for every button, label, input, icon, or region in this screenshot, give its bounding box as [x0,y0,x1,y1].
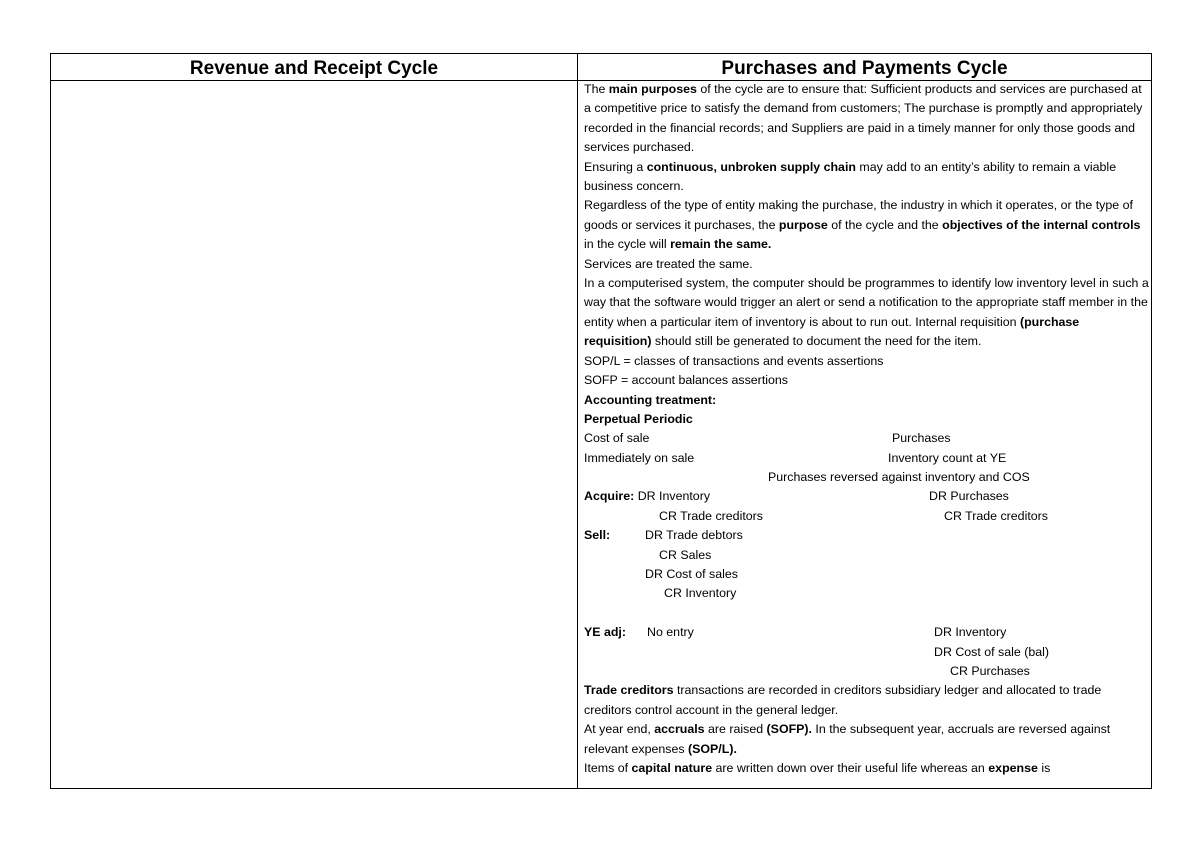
timing-perpetual: Immediately on sale [584,450,695,465]
computerised-paragraph: In a computerised system, the computer should be programmes to identify low inventory level in such a way that the software would trigger an alert or send a notification to the appropriate staff member in the entity when a particular item of inventory is about to run out. Internal requisition (purchase requisition) should still be generated to document the need for the item. [584,276,1149,349]
cycles-table [50,53,1152,789]
services-paragraph: Services are treated the same. [584,256,753,271]
purchases-cycle-header: Purchases and Payments Cycle [721,58,1008,79]
sell-cr-inventory: CR Inventory [664,586,737,601]
sell-dr-debtors: DR Trade debtors [645,528,743,543]
ye-perpetual: No entry [647,625,694,640]
sell-credit-row [584,546,1150,565]
sofp-line: SOFP = account balances assertions [584,373,788,388]
accounting-treatment-heading: Accounting treatment: [584,392,717,407]
ye-adj-label: YE adj: [584,625,626,640]
acquire-periodic-dr: DR Purchases [929,489,1009,504]
sell-row [584,526,1150,545]
purchases-cycle-cell [584,80,1150,788]
acquire-credit-row [584,507,1150,526]
treatment-columns-heading [584,410,1150,429]
reversal-row [584,468,1150,487]
acquire-entry: Acquire: DR Inventory [584,489,711,504]
reversal-text: Purchases reversed against inventory and COS [768,470,1030,485]
cost-periodic: Purchases [892,431,951,446]
ye-purchases-row [584,662,1150,681]
ye-cr-purchases: CR Purchases [950,663,1030,678]
sell-inventory-row [584,584,1150,603]
ye-dr-inventory: DR Inventory [934,625,1007,640]
sopl-line: SOP/L = classes of transactions and events assertions [584,353,884,368]
sell-cos-row [584,565,1150,584]
acquire-perpetual-cr: CR Trade creditors [659,508,763,523]
revenue-cycle-header: Revenue and Receipt Cycle [189,58,439,79]
supply-chain-paragraph: Ensuring a continuous, unbroken supply chain may add to an entity’s ability to remain a viable business concern. [584,159,1117,194]
acquire-row [584,487,1150,506]
regardless-paragraph: Regardless of the type of entity making the purchase, the industry in which it operates, or the type of goods or services it purchases, the purpose of the cycle and the objectives of the internal controls in the cycle will remain the same. [584,198,1141,252]
blank-row [584,604,1150,623]
sell-cr-sales: CR Sales [659,547,712,562]
ye-dr-cos: DR Cost of sale (bal) [934,644,1049,659]
column-divider [577,54,578,788]
perpetual-heading: Perpetual [584,411,641,426]
revenue-cycle-cell [51,81,577,788]
main-purposes-paragraph: The main purposes of the cycle are to ensure that: Sufficient products and services are purchased at a competitive price to satisfy the demand from customers; The purchase is promptly and appropriately recorded in the financial records; and Suppliers are paid in a timely manner for only those goods and services purchased. [584,82,1143,155]
acquire-periodic-cr: CR Trade creditors [944,508,1048,523]
capital-nature-paragraph: Items of capital nature are written down over their useful life whereas an expense is [584,761,1051,775]
sell-label: Sell: [584,528,611,543]
cost-row [584,429,1150,448]
accruals-paragraph: At year end, accruals are raised (SOFP). In the subsequent year, accruals are reversed against relevant expenses (SOP/L). [584,722,1111,756]
ye-cos-row [584,643,1150,662]
trade-creditors-paragraph: Trade creditors transactions are recorded in creditors subsidiary ledger and allocated to trade creditors control account in the general ledger. [584,683,1102,717]
timing-periodic: Inventory count at YE [888,450,1007,465]
timing-row [584,449,1150,468]
periodic-heading: Periodic [643,411,693,426]
sell-dr-cos: DR Cost of sales [645,567,738,582]
ye-adj-row [584,623,1150,642]
cost-perpetual: Cost of sale [584,431,650,446]
